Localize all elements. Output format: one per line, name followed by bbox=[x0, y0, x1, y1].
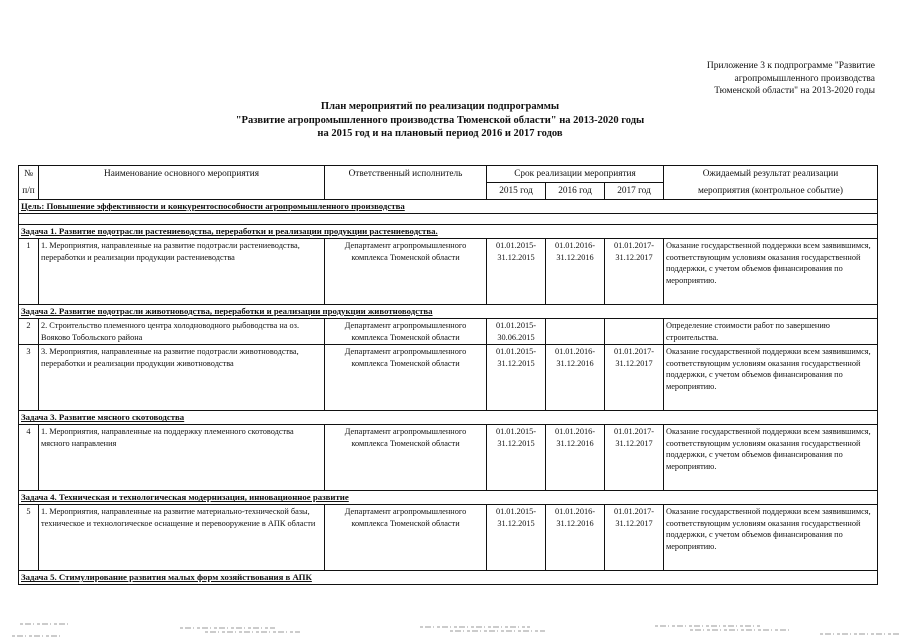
plan-body bbox=[19, 200, 878, 585]
gap-row bbox=[19, 214, 878, 225]
row-activity-name: 3. Мероприятия, направленные на развитие подотрасли животноводства, переработки и реализации продукции животноводства bbox=[39, 345, 325, 411]
row-number: 2 bbox=[19, 319, 39, 345]
header-row-1 bbox=[19, 166, 878, 183]
plan-title bbox=[150, 100, 730, 141]
task-title: Задача 3. Развитие мясного скотоводства bbox=[19, 411, 878, 425]
row-result: Оказание государственной поддержки всем заявившимся, соответствующим условиям оказания государственной поддержки, с учетом объемов финансирования по мероприятию. bbox=[664, 239, 878, 305]
header-2015: 2015 год bbox=[487, 183, 546, 200]
goal-row bbox=[19, 200, 878, 214]
table-row bbox=[19, 319, 878, 345]
header-2017: 2017 год bbox=[605, 183, 664, 200]
task-row bbox=[19, 305, 878, 319]
row-result: Оказание государственной поддержки всем заявившимся, соответствующим условиям оказания государственной поддержки, с учетом объемов финансирования по мероприятию. bbox=[664, 345, 878, 411]
row-executor: Департамент агропромышленного комплекса Тюменской области bbox=[325, 239, 487, 305]
annex-line-3: Тюменской области" на 2013-2020 годы bbox=[714, 86, 875, 96]
row-result: Определение стоимости работ по завершению строительства. bbox=[664, 319, 878, 345]
task-row bbox=[19, 571, 878, 585]
row-result: Оказание государственной поддержки всем заявившимся, соответствующим условиям оказания государственной поддержки, с учетом объемов финансирования по мероприятию. bbox=[664, 425, 878, 491]
row-date-2015: 01.01.2015-31.12.2015 bbox=[487, 425, 546, 491]
header-period: Срок реализации мероприятия bbox=[487, 166, 664, 183]
row-executor: Департамент агропромышленного комплекса Тюменской области bbox=[325, 505, 487, 571]
header-result-1: Ожидаемый результат реализации bbox=[664, 166, 878, 183]
row-executor: Департамент агропромышленного комплекса Тюменской области bbox=[325, 345, 487, 411]
header-result-2: мероприятия (контрольное событие) bbox=[664, 183, 878, 200]
goal-text: Цель: Повышение эффективности и конкурентоспособности агропромышленного производства bbox=[19, 200, 878, 214]
task-title: Задача 4. Техническая и технологическая модернизация, инновационное развитие bbox=[19, 491, 878, 505]
row-date-2016: 01.01.2016-31.12.2016 bbox=[546, 425, 605, 491]
title-line-1: План мероприятий по реализации подпрограммы bbox=[320, 101, 560, 112]
table-row bbox=[19, 425, 878, 491]
row-executor: Департамент агропромышленного комплекса Тюменской области bbox=[325, 425, 487, 491]
table-row bbox=[19, 239, 878, 305]
row-date-2016 bbox=[546, 319, 605, 345]
header-name: Наименование основного мероприятия bbox=[39, 166, 325, 200]
header-executor: Ответственный исполнитель bbox=[325, 166, 487, 200]
row-date-2015: 01.01.2015-31.12.2015 bbox=[487, 345, 546, 411]
table-row bbox=[19, 345, 878, 411]
annex-line-1: Приложение 3 к подпрограмме "Развитие bbox=[706, 61, 875, 71]
row-date-2017: 01.01.2017-31.12.2017 bbox=[605, 345, 664, 411]
row-activity-name: 1. Мероприятия, направленные на развитие подотрасли растениеводства, переработки и реализации продукции растениеводства bbox=[39, 239, 325, 305]
annex-line-2: агропромышленного производства bbox=[734, 73, 875, 84]
row-activity-name: 1. Мероприятия, направленные на развитие материально-технической базы, техническое и технологическое оснащение и перевооружение в АПК области bbox=[39, 505, 325, 571]
annex-note bbox=[645, 60, 875, 98]
row-activity-name: 2. Строительство племенного центра холодноводного рыбоводства на оз. Вояково Тобольского района bbox=[39, 319, 325, 345]
row-date-2016: 01.01.2016-31.12.2016 bbox=[546, 345, 605, 411]
task-row bbox=[19, 225, 878, 239]
row-number: 3 bbox=[19, 345, 39, 411]
row-date-2015: 01.01.2015-30.06.2015 bbox=[487, 319, 546, 345]
header-num-2: п/п bbox=[19, 183, 39, 200]
row-result: Оказание государственной поддержки всем заявившимся, соответствующим условиям оказания государственной поддержки, с учетом объемов финансирования по мероприятию. bbox=[664, 505, 878, 571]
row-number: 5 bbox=[19, 505, 39, 571]
row-activity-name: 1. Мероприятия, направленные на поддержку племенного скотоводства мясного направления bbox=[39, 425, 325, 491]
task-title: Задача 5. Стимулирование развития малых форм хозяйствования в АПК bbox=[19, 571, 878, 585]
row-date-2017: 01.01.2017-31.12.2017 bbox=[605, 425, 664, 491]
row-date-2015: 01.01.2015-31.12.2015 bbox=[487, 505, 546, 571]
task-row bbox=[19, 411, 878, 425]
row-date-2017 bbox=[605, 319, 664, 345]
title-line-3: на 2015 год и на плановый период 2016 и 2017 годов bbox=[317, 128, 563, 139]
row-date-2016: 01.01.2016-31.12.2016 bbox=[546, 239, 605, 305]
task-title: Задача 1. Развитие подотрасли растениеводства, переработки и реализации продукции растениеводства. bbox=[19, 225, 878, 239]
task-row bbox=[19, 491, 878, 505]
task-title: Задача 2. Развитие подотрасли животноводства, переработки и реализации продукции животноводства bbox=[19, 305, 878, 319]
title-line-2: "Развитие агропромышленного производства Тюменской области" на 2013-2020 годы bbox=[235, 114, 645, 126]
plan-table bbox=[18, 165, 878, 585]
row-number: 4 bbox=[19, 425, 39, 491]
row-date-2015: 01.01.2015-31.12.2015 bbox=[487, 239, 546, 305]
header-2016: 2016 год bbox=[546, 183, 605, 200]
row-executor: Департамент агропромышленного комплекса Тюменской области bbox=[325, 319, 487, 345]
table-row bbox=[19, 505, 878, 571]
row-date-2016: 01.01.2016-31.12.2016 bbox=[546, 505, 605, 571]
row-number: 1 bbox=[19, 239, 39, 305]
row-date-2017: 01.01.2017-31.12.2017 bbox=[605, 239, 664, 305]
scan-artifacts bbox=[0, 600, 905, 640]
row-date-2017: 01.01.2017-31.12.2017 bbox=[605, 505, 664, 571]
header-num: № bbox=[19, 166, 39, 183]
